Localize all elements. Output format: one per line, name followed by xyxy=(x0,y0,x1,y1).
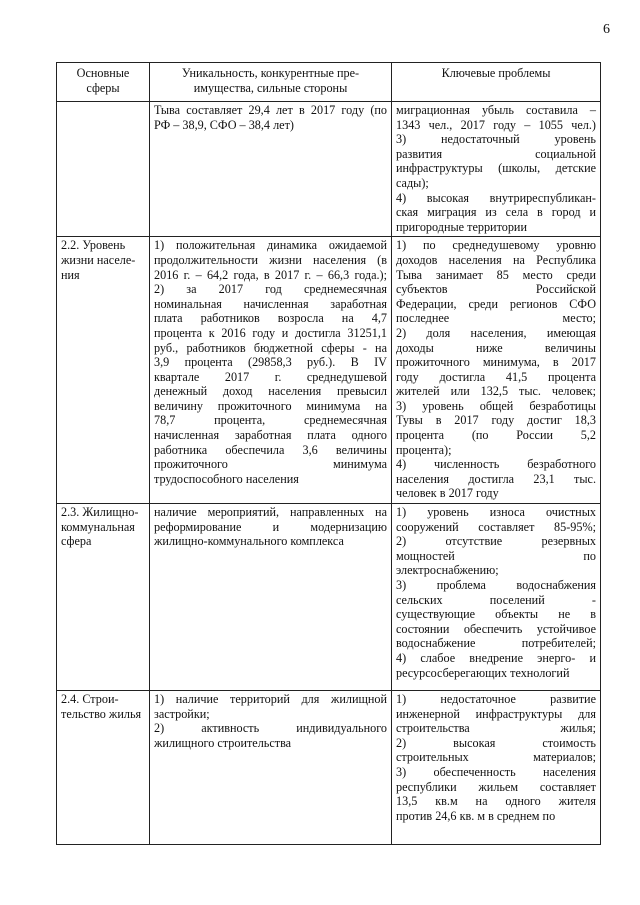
strengths-problems-table xyxy=(56,62,601,845)
sphere-line: 2.3. Жилищно- xyxy=(61,505,139,520)
strengths-line: 2) активность индивидуального xyxy=(154,721,387,736)
problems-line: республики жильем составляет xyxy=(396,779,596,794)
problems-line: 1) по среднедушевому уровню xyxy=(396,238,596,253)
sphere-line: коммунальная xyxy=(61,519,135,534)
strengths-cell xyxy=(150,691,392,845)
problems-line: прожиточного минимума, в 2017 xyxy=(396,355,596,370)
strengths-line: Тыва составляет 29,4 лет в 2017 году (по xyxy=(154,103,387,117)
problems-line: 1) недостаточное развитие xyxy=(396,692,596,707)
problems-line: 3) проблема водоснабжения xyxy=(396,578,596,592)
table-row xyxy=(57,691,601,845)
problems-line: процента); xyxy=(396,442,452,457)
sphere-cell xyxy=(57,237,150,504)
problems-line: 4) численность безработного xyxy=(396,457,596,472)
strengths-line: 78,7 процента, среднемесячная xyxy=(154,413,387,428)
problems-line: существующие объекты не в xyxy=(396,607,596,622)
problems-line: 3) уровень общей безработицы xyxy=(396,398,596,413)
strengths-line: процента к 2016 году и достигла 31251,1 xyxy=(154,325,387,340)
problems-line: 4) высокая внутриреспубликан- xyxy=(396,190,596,205)
strengths-line: продолжительности жизни населения (в xyxy=(154,252,387,267)
problems-line: 4) слабое внедрение энерго- и xyxy=(396,650,596,665)
page-number: 6 xyxy=(603,22,610,37)
strengths-line: работника обеспечила 3,6 величины xyxy=(154,442,387,457)
problems-line: строительных материалов; xyxy=(396,750,596,765)
strengths-line: денежный доход населения превысил xyxy=(154,384,387,399)
problems-line: мощностей по xyxy=(396,548,596,563)
strengths-line: 1) положительная динамика ожидаемой xyxy=(154,238,387,253)
problems-line: 2) отсутствие резервных xyxy=(396,534,596,549)
sphere-cell xyxy=(57,102,150,237)
problems-line: Тувы в 2017 году достиг 18,3 xyxy=(396,413,596,428)
problems-line: населения достигла 23,1 тыс. xyxy=(396,471,596,486)
problems-line: 3) обеспеченность населения xyxy=(396,765,596,779)
problems-line: 2) доля населения, имеющая xyxy=(396,325,596,340)
sphere-line: сфера xyxy=(61,534,92,549)
problems-line: Федерации, среди регионов СФО xyxy=(396,296,596,311)
problems-line: субъектов Российской xyxy=(396,282,596,297)
sphere-line: жизни населе- xyxy=(61,252,136,267)
strengths-line: 2016 г. – 64,2 года, в 2017 г. – 66,3 года.); xyxy=(154,267,387,282)
strengths-line: прожиточного минимума xyxy=(154,457,387,472)
strengths-line: 3,9 процента (29858,3 руб.). В IV xyxy=(154,355,387,370)
problems-line: последнее место; xyxy=(396,311,596,326)
problems-line: доходы ниже величины xyxy=(396,340,596,355)
strengths-line: 1) наличие территорий для жилищной xyxy=(154,692,387,707)
problems-line: 2) высокая стоимость xyxy=(396,735,596,750)
strengths-cell xyxy=(150,237,392,504)
strengths-line: трудоспособного населения xyxy=(154,471,299,486)
problems-line: жителей или 132,5 тыс. человек; xyxy=(396,384,596,399)
problems-line: водоснабжение потребителей; xyxy=(396,636,596,651)
problems-line: развития социальной xyxy=(396,146,596,161)
sphere-line: ния xyxy=(61,267,80,282)
problems-line: году достигла 41,5 процента xyxy=(396,369,596,384)
problems-line: строительства жилья; xyxy=(396,721,596,736)
strengths-line: реформирование и модернизацию xyxy=(154,519,387,534)
table-row xyxy=(57,237,601,504)
problems-line: против 24,6 кв. м в среднем по xyxy=(396,808,556,823)
strengths-cell xyxy=(150,102,392,237)
header-problems: Ключевые проблемы xyxy=(392,63,601,102)
problems-line: ская миграция из села в город и xyxy=(396,205,596,220)
strengths-line: 2) за 2017 год среднемесячная xyxy=(154,282,387,297)
problems-cell xyxy=(392,691,601,845)
problems-line: пригородные территории xyxy=(396,219,527,234)
problems-line: процента (по России 5,2 xyxy=(396,428,596,443)
strengths-line: наличие мероприятий, направленных на xyxy=(154,505,387,520)
sphere-line: тельство жилья xyxy=(61,706,142,721)
problems-line: инженерной инфраструктуры для xyxy=(396,706,596,721)
sphere-line: 2.4. Строи- xyxy=(61,692,119,707)
strengths-line: руб., работников бюджетной сферы - на xyxy=(154,340,387,355)
header-spheres: Основные сферы xyxy=(57,63,150,102)
problems-line: Тыва занимает 85 место среди xyxy=(396,267,596,282)
problems-line: 1343 чел., 2017 году – 1055 чел.) xyxy=(396,117,596,132)
sphere-line: 2.2. Уровень xyxy=(61,238,126,253)
table-row xyxy=(57,102,601,237)
strengths-line: РФ – 38,9, СФО – 38,4 лет) xyxy=(154,117,294,132)
strengths-cell xyxy=(150,504,392,691)
problems-cell xyxy=(392,237,601,504)
problems-line: состоянии обеспечить устойчивое xyxy=(396,621,596,636)
strengths-line: жилищно-коммунального комплекса xyxy=(154,534,344,549)
problems-line: 13,5 кв.м на одного жителя xyxy=(396,794,596,809)
problems-line: доходов населения на Республика xyxy=(396,252,596,267)
problems-line: миграционная убыль составила – xyxy=(396,103,596,117)
sphere-cell xyxy=(57,691,150,845)
strengths-line: застройки; xyxy=(154,706,210,721)
strengths-line: жилищного строительства xyxy=(154,735,292,750)
problems-line: сельских поселений - xyxy=(396,592,596,607)
problems-line: сады); xyxy=(396,175,429,190)
table-header-row xyxy=(57,63,601,102)
problems-line: 3) недостаточный уровень xyxy=(396,132,596,147)
sphere-cell xyxy=(57,504,150,691)
strengths-line: плата работников возросла на 4,7 xyxy=(154,311,387,326)
strengths-line: величину прожиточного минимума на xyxy=(154,398,387,413)
problems-cell xyxy=(392,102,601,237)
problems-cell xyxy=(392,504,601,691)
problems-line: электроснабжению; xyxy=(396,563,499,578)
problems-line: человек в 2017 году xyxy=(396,486,499,501)
strengths-line: квартале 2017 г. среднедушевой xyxy=(154,369,387,384)
problems-line: сооружений составляет 85-95%; xyxy=(396,519,596,534)
table-row xyxy=(57,504,601,691)
strengths-line: начисленная заработная плата одного xyxy=(154,428,387,443)
problems-line: ресурсосберегающих технологий xyxy=(396,665,570,680)
header-strengths: Уникальность, конкурентные пре- имущества, сильные стороны xyxy=(150,63,392,102)
problems-line: инфраструктуры (школы, детские xyxy=(396,161,596,176)
strengths-line: номинальная начисленная заработная xyxy=(154,296,387,311)
problems-line: 1) уровень износа очистных xyxy=(396,505,596,520)
